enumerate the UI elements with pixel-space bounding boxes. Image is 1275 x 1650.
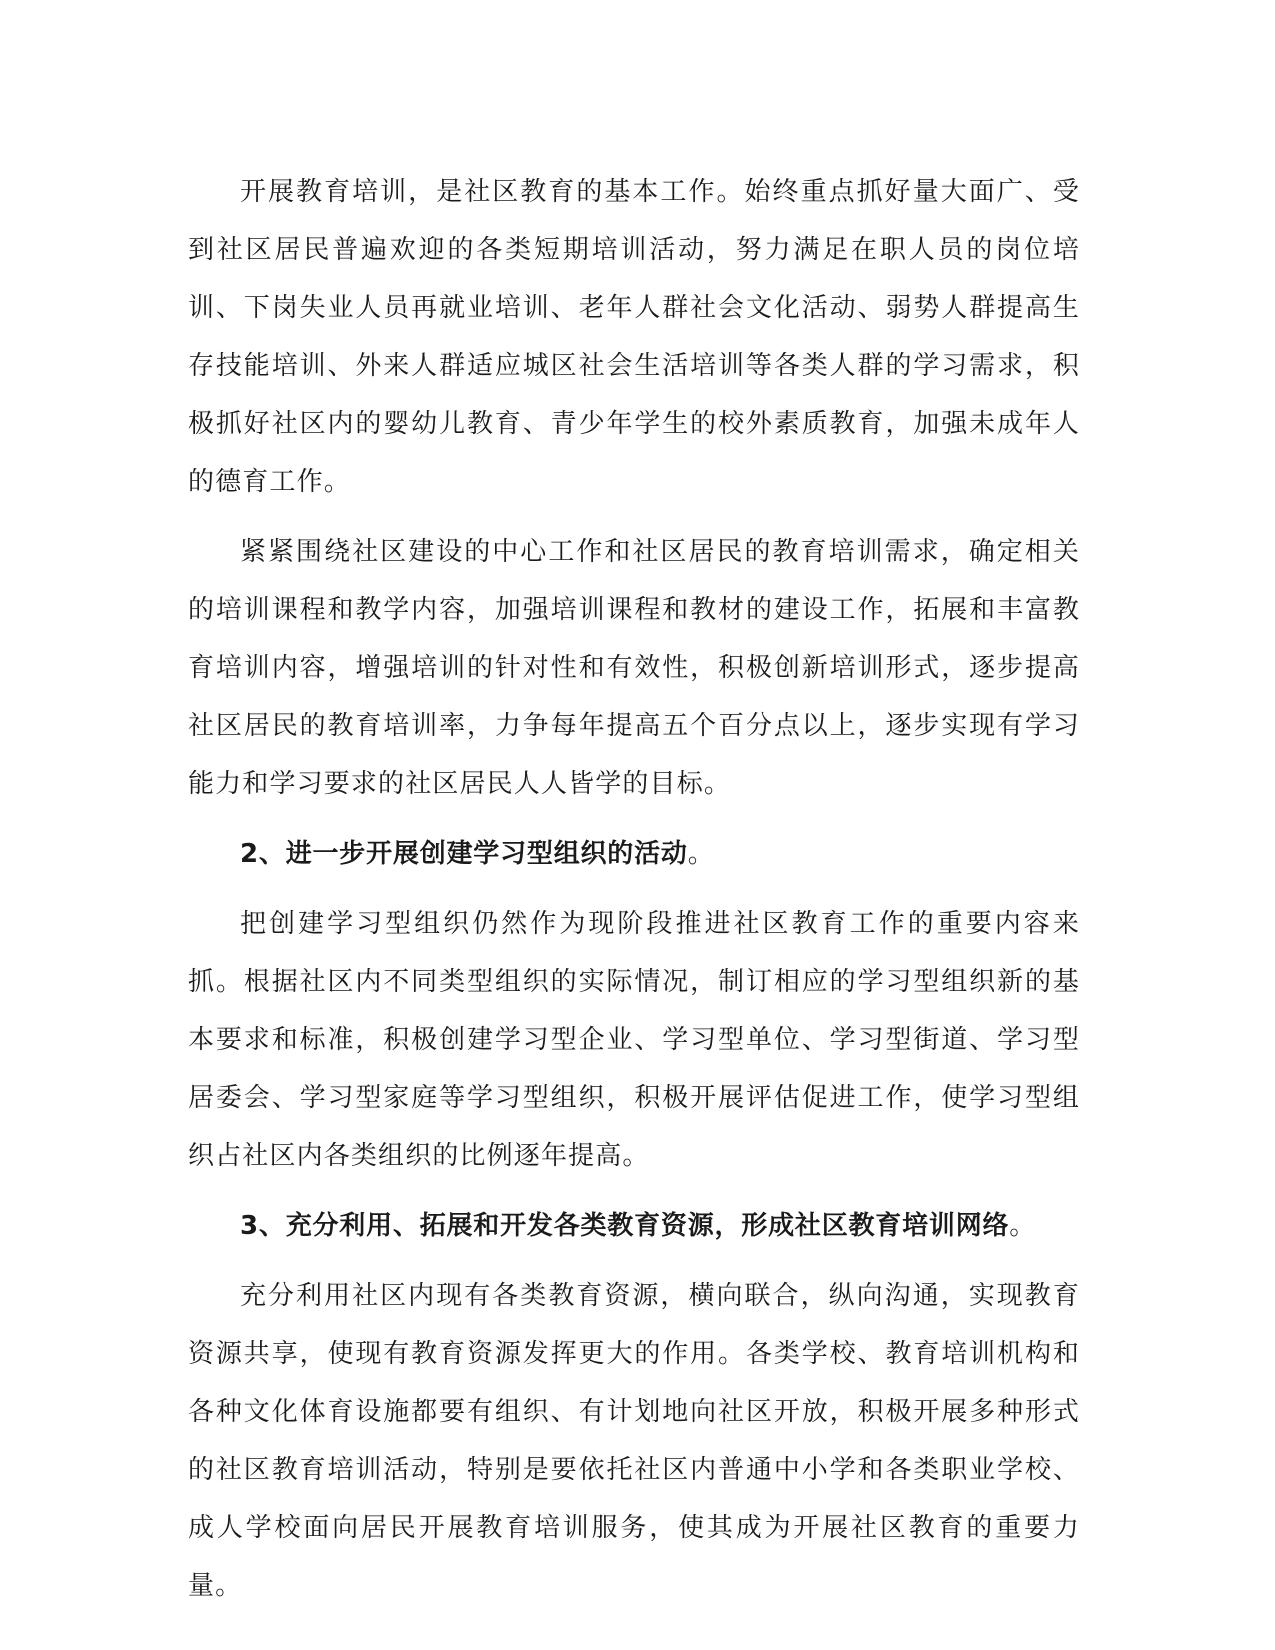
paragraph-education-training: 开展教育培训，是社区教育的基本工作。始终重点抓好量大面广、受到社区居民普遍欢迎的各类短期培训活动，努力满足在职人员的岗位培训、下岗失业人员再就业培训、老年人群社会文化活动、弱势人群提高生存技能培训、外来人群适应城区社会生活培训等各类人群的学习需求，积极抓好社区内的婴幼儿教育、青少年学生的校外素质教育，加强未成年人的德育工作。: [188, 177, 1080, 497]
section-heading-3-punct: 。: [1009, 1211, 1037, 1241]
paragraph-learning-organizations: 把创建学习型组织仍然作为现阶段推进社区教育工作的重要内容来抓。根据社区内不同类型组织的实际情况，制订相应的学习型组织新的基本要求和标准，积极创建学习型企业、学习型单位、学习型街道、学习型居委会、学习型家庭等学习型组织，积极开展评估促进工作，使学习型组织占社区内各类组织的比例逐年提高。: [188, 909, 1080, 1171]
section-heading-2-punct: 。: [687, 839, 715, 869]
section-heading-3: [188, 1197, 1080, 1255]
section-heading-3-text: 3、充分利用、拓展和开发各类教育资源，形成社区教育培训网络: [240, 1211, 1010, 1241]
paragraph-education-resources: 充分利用社区内现有各类教育资源，横向联合，纵向沟通，实现教育资源共享，使现有教育资源发挥更大的作用。各类学校、教育培训机构和各种文化体育设施都要有组织、有计划地向社区开放，积极开展多种形式的社区教育培训活动，特别是要依托社区内普通中小学和各类职业学校、成人学校面向居民开展教育培训服务，使其成为开展社区教育的重要力量。: [188, 1281, 1080, 1601]
paragraph-training-courses: 紧紧围绕社区建设的中心工作和社区居民的教育培训需求，确定相关的培训课程和教学内容，加强培训课程和教材的建设工作，拓展和丰富教育培训内容，增强培训的针对性和有效性，积极创新培训形式，逐步提高社区居民的教育培训率，力争每年提高五个百分点以上，逐步实现有学习能力和学习要求的社区居民人人皆学的目标。: [188, 537, 1080, 799]
document-body: [188, 163, 1080, 1627]
section-heading-2-text: 2、进一步开展创建学习型组织的活动: [240, 839, 688, 869]
section-heading-2: [188, 825, 1080, 883]
